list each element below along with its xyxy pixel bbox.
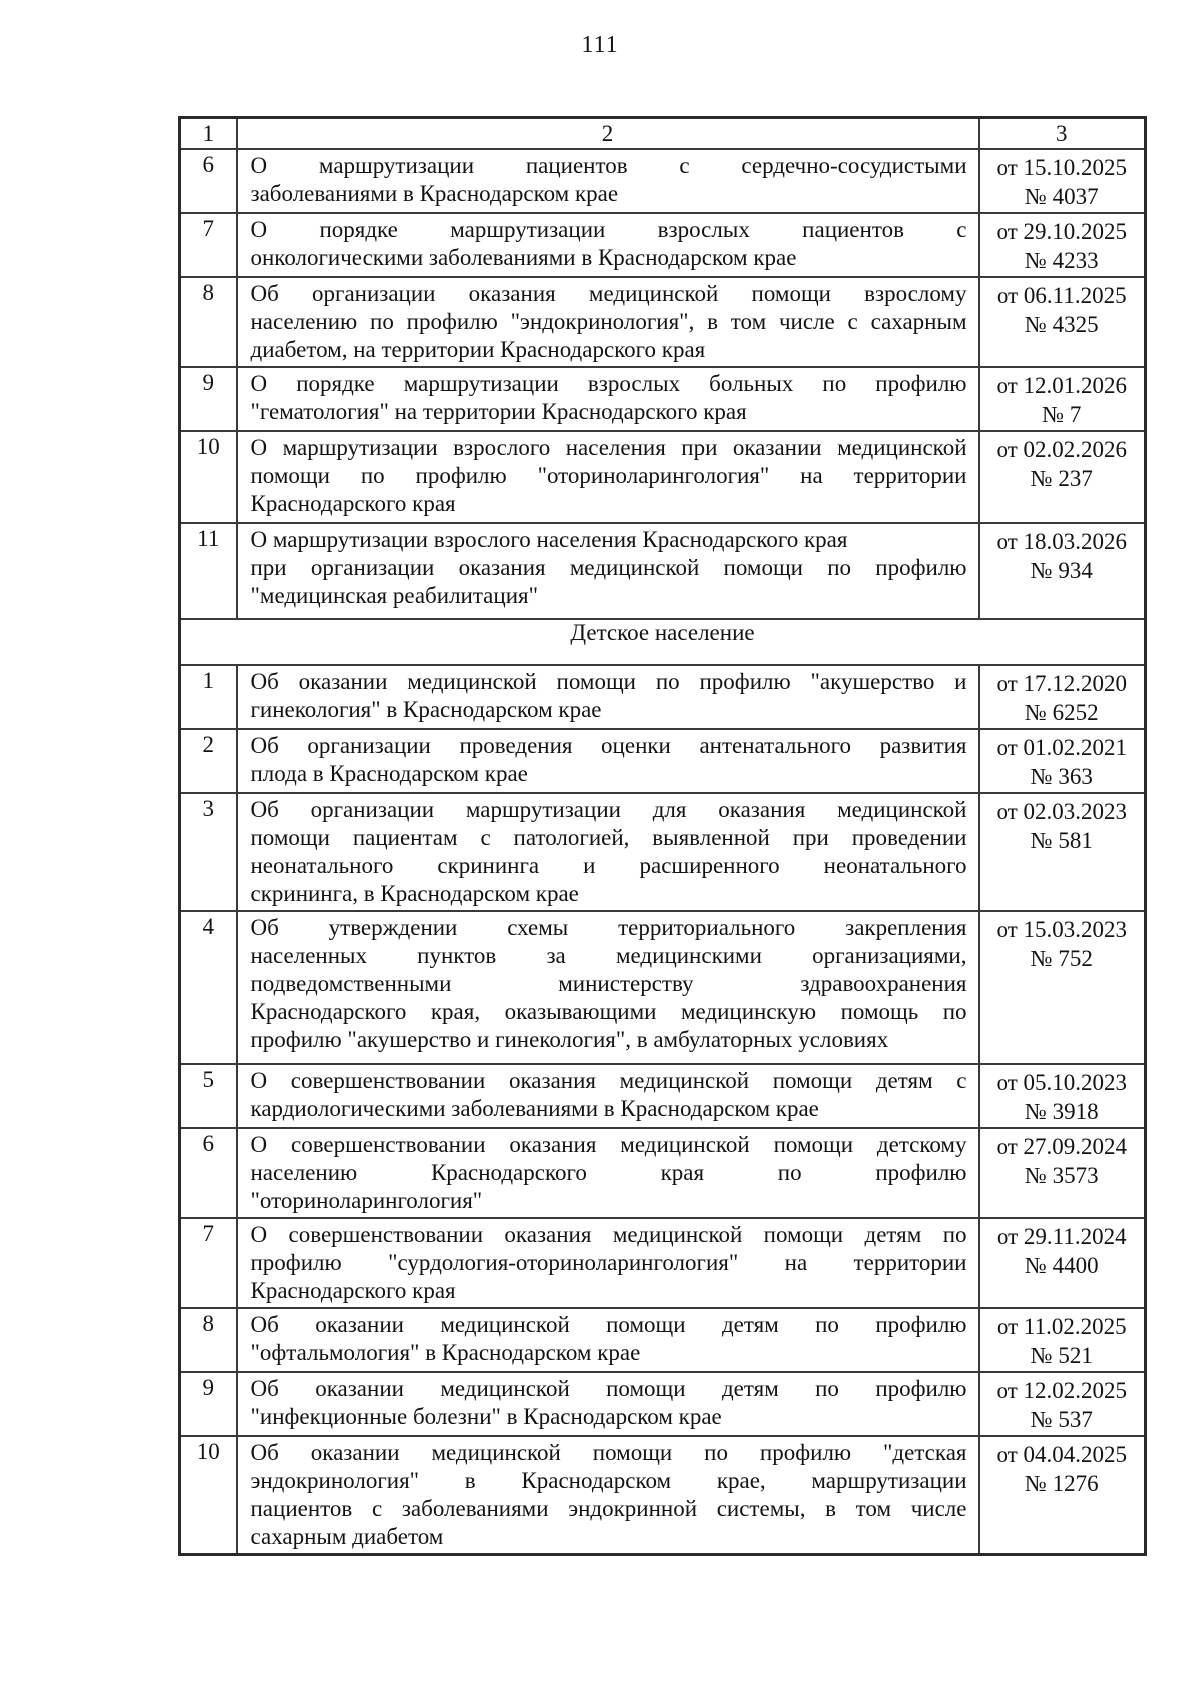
- col-header-2: 2: [237, 118, 979, 150]
- row-number: 6: [180, 149, 237, 213]
- row-title: [237, 523, 979, 619]
- text-line: Об оказании медицинской помощи детям по профилю: [250, 1312, 967, 1337]
- row-number: 9: [180, 367, 237, 431]
- text-line: О совершенствовании оказания медицинской помощи детям по: [250, 1222, 967, 1247]
- table-row: [180, 1128, 1146, 1218]
- table-row: [180, 277, 1146, 367]
- text-line: Об организации маршрутизации для оказания медицинской: [250, 797, 967, 822]
- order-date: от 05.10.2023: [996, 1070, 1127, 1095]
- text-line: Краснодарского края, оказывающими медицинскую помощь по: [250, 999, 967, 1024]
- text-line: сахарным диабетом: [250, 1524, 444, 1549]
- table-row: [180, 1372, 1146, 1436]
- order-number: № 934: [1030, 558, 1093, 583]
- row-title: [237, 911, 979, 1064]
- table-row: [180, 213, 1146, 277]
- order-number: № 1276: [1024, 1471, 1099, 1496]
- order-number: № 752: [1030, 946, 1093, 971]
- table-row: [180, 1218, 1146, 1308]
- text-line: О совершенствовании оказания медицинской помощи детскому: [250, 1132, 967, 1157]
- row-title: [237, 1308, 979, 1372]
- order-number: № 7: [1042, 402, 1082, 427]
- text-line: "инфекционные болезни" в Краснодарском крае: [250, 1404, 722, 1429]
- row-date-cell: [979, 1372, 1146, 1436]
- text-line: О маршрутизации взрослого населения Краснодарского края: [250, 527, 848, 552]
- order-date: от 12.01.2026: [996, 373, 1127, 398]
- row-title: [237, 149, 979, 213]
- table-header-row: [180, 118, 1146, 150]
- text-line: О маршрутизации пациентов с сердечно-сосудистыми: [250, 153, 967, 178]
- text-line: помощи по профилю "оториноларингология" на территории: [250, 463, 967, 488]
- row-date-cell: [979, 431, 1146, 523]
- row-number: 2: [180, 729, 237, 793]
- text-line: диабетом, на территории Краснодарского края: [250, 337, 706, 362]
- table-row: [180, 665, 1146, 729]
- col-header-1: 1: [180, 118, 237, 150]
- order-date: от 12.02.2025: [996, 1378, 1127, 1403]
- order-date: от 27.09.2024: [996, 1134, 1127, 1159]
- order-date: от 29.11.2024: [996, 1224, 1127, 1249]
- text-line: подведомственными министерству здравоохранения: [250, 971, 967, 996]
- row-number: 1: [180, 665, 237, 729]
- text-line: О порядке маршрутизации взрослых больных по профилю: [250, 371, 967, 396]
- text-line: О маршрутизации взрослого населения при оказании медицинской: [250, 435, 967, 460]
- text-line: Краснодарского края: [250, 491, 456, 516]
- row-number: 6: [180, 1128, 237, 1218]
- order-number: № 4325: [1024, 312, 1099, 337]
- order-date: от 18.03.2026: [996, 529, 1127, 554]
- text-line: при организации оказания медицинской помощи по профилю: [250, 555, 967, 580]
- orders-table: [178, 116, 1147, 1556]
- order-number: № 4233: [1024, 248, 1099, 273]
- text-line: помощи пациентам с патологией, выявленной при проведении: [250, 825, 967, 850]
- row-number: 8: [180, 1308, 237, 1372]
- table-row: [180, 729, 1146, 793]
- order-date: от 04.04.2025: [996, 1442, 1127, 1467]
- text-line: Об оказании медицинской помощи по профилю "детская: [250, 1440, 967, 1465]
- col-header-3: 3: [979, 118, 1146, 150]
- row-title: [237, 1128, 979, 1218]
- row-number: 5: [180, 1064, 237, 1128]
- row-date-cell: [979, 729, 1146, 793]
- row-title: [237, 1218, 979, 1308]
- table-row: [180, 1064, 1146, 1128]
- row-date-cell: [979, 213, 1146, 277]
- text-line: населению Краснодарского края по профилю: [250, 1160, 967, 1185]
- order-number: № 6252: [1024, 700, 1099, 725]
- order-date: от 17.12.2020: [996, 671, 1127, 696]
- order-number: № 581: [1030, 828, 1093, 853]
- row-number: 7: [180, 213, 237, 277]
- text-line: Об оказании медицинской помощи детям по профилю: [250, 1376, 967, 1401]
- row-title: [237, 1436, 979, 1555]
- text-line: Об утверждении схемы территориального закрепления: [250, 915, 967, 940]
- row-title: [237, 431, 979, 523]
- text-line: "оториноларингология": [250, 1188, 483, 1213]
- order-date: от 15.03.2023: [996, 917, 1127, 942]
- table-row: [180, 431, 1146, 523]
- row-number: 3: [180, 793, 237, 911]
- row-title: [237, 665, 979, 729]
- text-line: "медицинская реабилитация": [250, 583, 538, 608]
- table-row: [180, 1436, 1146, 1555]
- row-number: 9: [180, 1372, 237, 1436]
- text-line: Об организации оказания медицинской помощи взрослому: [250, 281, 967, 306]
- order-date: от 06.11.2025: [996, 283, 1127, 308]
- row-date-cell: [979, 1218, 1146, 1308]
- section-title: Детское население: [180, 619, 1146, 665]
- table-row: [180, 911, 1146, 1064]
- table-row: [180, 523, 1146, 619]
- text-line: эндокринология" в Краснодарском крае, маршрутизации: [250, 1468, 967, 1493]
- text-line: онкологическими заболеваниями в Краснодарском крае: [250, 245, 797, 270]
- row-date-cell: [979, 149, 1146, 213]
- order-number: № 3918: [1024, 1099, 1099, 1124]
- text-line: скрининга, в Краснодарском крае: [250, 881, 579, 906]
- row-date-cell: [979, 793, 1146, 911]
- row-date-cell: [979, 1308, 1146, 1372]
- text-line: Об организации проведения оценки антенатального развития: [250, 733, 967, 758]
- row-date-cell: [979, 1064, 1146, 1128]
- order-number: № 237: [1030, 466, 1093, 491]
- text-line: профилю "сурдология-оториноларингология" на территории: [250, 1250, 967, 1275]
- table-row: [180, 149, 1146, 213]
- text-line: "гематология" на территории Краснодарского края: [250, 399, 747, 424]
- text-line: населению по профилю "эндокринология", в том числе с сахарным: [250, 309, 967, 334]
- text-line: "офтальмология" в Краснодарском крае: [250, 1340, 641, 1365]
- row-number: 10: [180, 431, 237, 523]
- text-line: О порядке маршрутизации взрослых пациентов с: [250, 217, 967, 242]
- order-date: от 15.10.2025: [996, 155, 1127, 180]
- text-line: О совершенствовании оказания медицинской помощи детям с: [250, 1068, 967, 1093]
- order-date: от 11.02.2025: [996, 1314, 1127, 1339]
- order-date: от 29.10.2025: [996, 219, 1127, 244]
- row-number: 4: [180, 911, 237, 1064]
- row-date-cell: [979, 1436, 1146, 1555]
- text-line: гинекология" в Краснодарском крае: [250, 697, 602, 722]
- text-line: заболеваниями в Краснодарском крае: [250, 181, 619, 206]
- row-date-cell: [979, 665, 1146, 729]
- order-date: от 01.02.2021: [996, 735, 1127, 760]
- row-title: [237, 1372, 979, 1436]
- order-number: № 4400: [1024, 1253, 1099, 1278]
- row-date-cell: [979, 1128, 1146, 1218]
- order-date: от 02.03.2023: [996, 799, 1127, 824]
- row-date-cell: [979, 911, 1146, 1064]
- order-number: № 3573: [1024, 1163, 1099, 1188]
- text-line: плода в Краснодарском крае: [250, 761, 528, 786]
- order-number: № 521: [1030, 1343, 1093, 1368]
- section-header-row: [180, 619, 1146, 665]
- row-title: [237, 277, 979, 367]
- text-line: Об оказании медицинской помощи по профилю "акушерство и: [250, 669, 967, 694]
- text-line: пациентов с заболеваниями эндокринной системы, в том числе: [250, 1496, 967, 1521]
- text-line: неонатального скрининга и расширенного неонатального: [250, 853, 967, 878]
- row-date-cell: [979, 523, 1146, 619]
- text-line: населенных пунктов за медицинскими организациями,: [250, 943, 967, 968]
- text-line: кардиологическими заболеваниями в Краснодарском крае: [250, 1096, 819, 1121]
- row-title: [237, 367, 979, 431]
- order-number: № 363: [1030, 764, 1093, 789]
- order-number: № 4037: [1024, 184, 1099, 209]
- row-title: [237, 729, 979, 793]
- text-line: профилю "акушерство и гинекология", в амбулаторных условиях: [250, 1027, 889, 1052]
- text-line: Краснодарского края: [250, 1278, 456, 1303]
- order-date: от 02.02.2026: [996, 437, 1127, 462]
- table-row: [180, 1308, 1146, 1372]
- row-number: 10: [180, 1436, 237, 1555]
- row-title: [237, 793, 979, 911]
- row-date-cell: [979, 277, 1146, 367]
- row-number: 8: [180, 277, 237, 367]
- row-title: [237, 213, 979, 277]
- row-title: [237, 1064, 979, 1128]
- table-row: [180, 367, 1146, 431]
- order-number: № 537: [1030, 1407, 1093, 1432]
- table-row: [180, 793, 1146, 911]
- row-date-cell: [979, 367, 1146, 431]
- row-number: 11: [180, 523, 237, 619]
- row-number: 7: [180, 1218, 237, 1308]
- page-number: 111: [581, 32, 619, 58]
